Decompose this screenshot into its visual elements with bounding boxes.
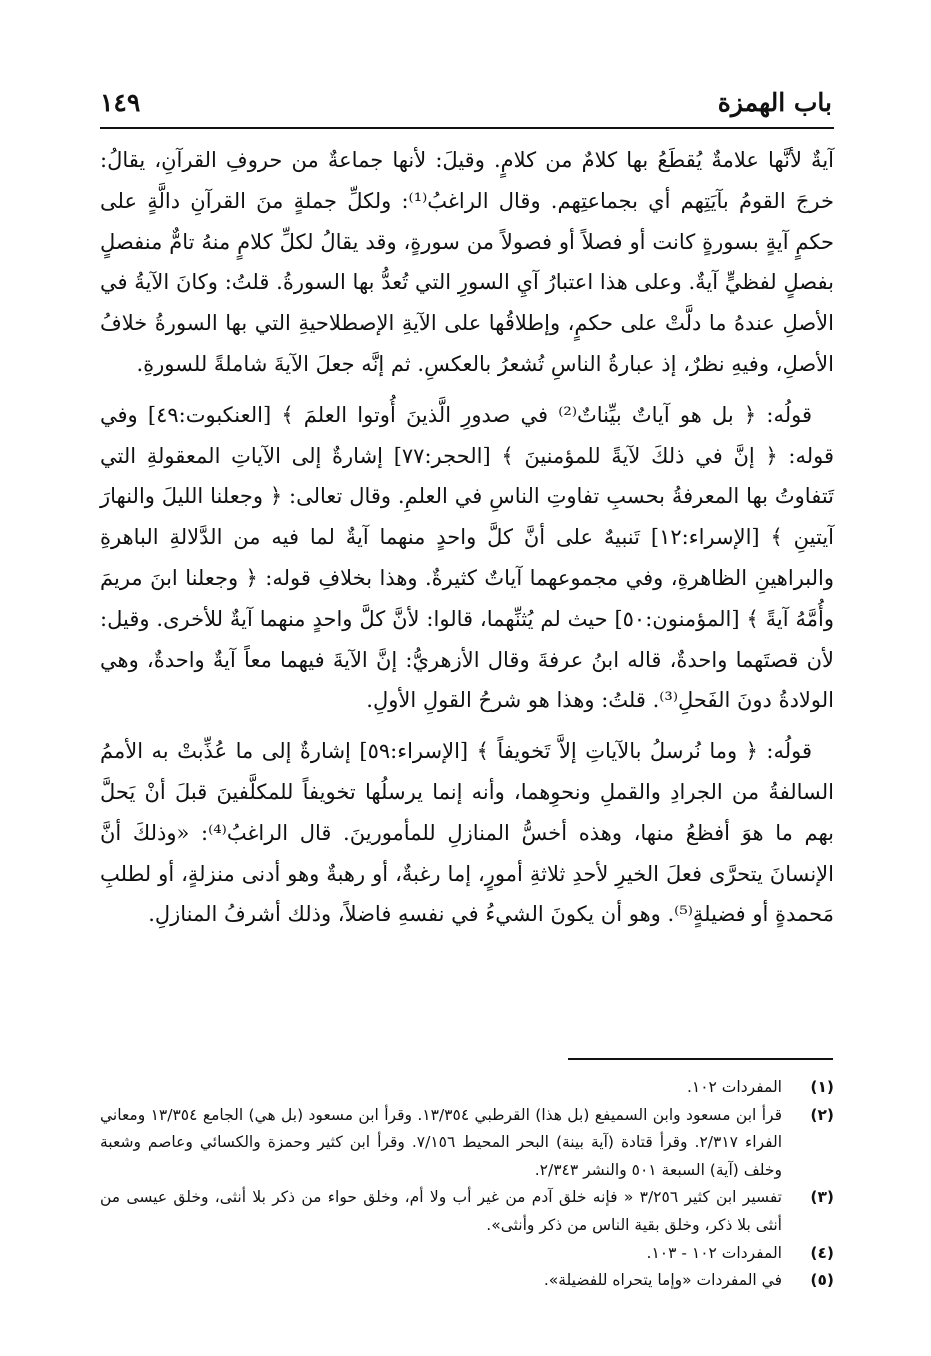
paragraph-3: قولُه: ﴿ وما نُرسلُ بالآياتِ إلاَّ تَخويفاً ﴾ [الإسراء:٥٩] إشارةٌ إلى ما عُذِّبتْ به الأممُ السالفةُ من الجرادِ والقملِ ونحوِهما، وأنه إنما يرسلُها تخويفاً للمكلَّفينَ قبلَ أنْ يَحلَّ بهم ما هوَ أفظعُ منها، وهذه أخسُّ المنازلِ للمأمورينَ. قال الراغبُ⁽⁴⁾: «وذلكَ أنَّ الإنسانَ يتحرَّى فعلَ الخيرِ لأحدِ ثلاثةِ أمورٍ، إما رغبةٌ، أو رهبةٌ وهو أدنى منزلةٍ، أو لطلبِ مَحمدةٍ أو فضيلةٍ⁽⁵⁾. وهو أن يكونَ الشيءُ في نفسهِ فاضلاً، وذلك أشرفُ المنازلِ.	[100, 739, 835, 927]
footnote-rule	[568, 1058, 833, 1060]
footnote-2	[100, 1102, 834, 1185]
footnote-number: (٥)	[810, 1271, 834, 1290]
footnotes	[100, 1074, 834, 1295]
footnote-text: قرأ ابن مسعود وابن السميفع (بل هذا) القرطبي ١٣/٣٥٤. وقرأ ابن مسعود (بل هي) الجامع ١٣/٣٥٤ ومعاني الفراء ٢/٣١٧. وقرأ قتادة (آية بينة) البحر المحيط ٧/١٥٦. وقرأ ابن كثير وحمزة والكسائي وعاصم وشعبة وخلف (آية) السبعة ٥٠١ والنشر ٢/٣٤٣.	[100, 1105, 783, 1179]
footnote-text: المفردات ١٠٢ - ١٠٣.	[646, 1243, 782, 1262]
header-rule	[100, 127, 834, 129]
footnote-number: (٤)	[810, 1243, 834, 1262]
footnote-1	[100, 1074, 834, 1102]
main-text	[100, 140, 834, 935]
paragraph-2: قولُه: ﴿ بل هو آياتٌ بيِّناتٌ⁽²⁾ في صدورِ الَّذينَ أُوتوا العلمَ ﴾ [العنكبوت:٤٩] وفي قوله: ﴿ إنَّ في ذلكَ لآيةً للمؤمنينَ ﴾ [الحجر:٧٧] إشارةٌ إلى الآياتِ المعقولةِ التي تَتفاوتُ بها المعرفةُ بحسبِ تفاوتِ الناسِ في العلمِ. وقال تعالى: ﴿ وجعلنا الليلَ والنهارَ آيتينِ ﴾ [الإسراء:١٢] تَنبيهٌ على أنَّ كلَّ واحدٍ منهما آيةٌ لما فيه من الدَّلالةِ الباهرةِ والبراهينِ الظاهرةِ، وفي مجموعهما آياتٌ كثيرةٌ. وهذا بخلافِ قوله: ﴿ وجعلنا ابنَ مريمَ وأُمَّهُ آيةً ﴾ [المؤمنون:٥٠] حيث لم يُثنِّهما، قالوا: لأنَّ كلَّ واحدٍ منهما آيةٌ للأخرى. وقيل: لأن قصتَهما واحدةٌ، قاله ابنُ عرفةَ وقال الأزهريُّ: إنَّ الآيةَ فيهما معاً آيةٌ واحدةٌ، وهي الولادةُ دونَ الفَحلِ⁽³⁾. قلتُ: وهذا هو شرحُ القولِ الأولِ.	[100, 402, 835, 713]
footnote-text: تفسير ابن كثير ٣/٢٥٦ « فإنه خلق آدم من غير أب ولا أم، وخلق حواء من ذكر بلا أنثى، وخلق عيسى من أنثى بلا ذكر، وخلق بقية الناس من ذكر وأنثى».	[100, 1188, 782, 1234]
paragraph-1: آيةٌ لأنَّها علامةٌ يُقطَعُ بها كلامٌ من كلامٍ. وقيلَ: لأنها جماعةٌ من حروفِ القرآنِ، يقالُ: خرجَ القومُ بآيَتِهم أي بجماعتِهم. وقال الراغبُ⁽¹⁾: ولكلِّ جملةٍ منَ القرآنِ دالَّةٍ على حكمٍ آيةٍ بسورةٍ كانت أو فصلاً أو فصولاً من سورةٍ، وقد يقالُ لكلِّ كلامٍ منهُ تامٌّ منفصلٍ بفصلٍ لفظيٍّ آيةٌ. وعلى هذا اعتبارُ آيِ السورِ التي تُعدُّ بها السورةُ. قلتُ: وكانَ الآيةُ في الأصلِ عندهُ ما دلَّتْ على حكمٍ، وإطلاقُها على الآيةِ الإصطلاحيةِ التي بها السورةُ خلافُ الأصلِ، وفيهِ نظرٌ، إذ عبارةُ الناسِ تُشعرُ بالعكسِ. ثم إنَّه جعلَ الآيةَ شاملةً للسورةِ.	[100, 148, 834, 376]
footnote-number: (٣)	[810, 1188, 834, 1207]
footnote-4	[100, 1240, 834, 1268]
chapter-title: باب الهمزة	[717, 88, 832, 117]
page-number: ١٤٩	[100, 88, 141, 117]
footnote-number: (٢)	[810, 1105, 834, 1124]
footnote-text: في المفردات «وإما يتحراه للفضيلة».	[543, 1271, 782, 1290]
footnote-5	[100, 1267, 834, 1295]
footnote-text: المفردات ١٠٢.	[686, 1078, 782, 1096]
page-header	[100, 86, 832, 126]
footnote-number: (١)	[810, 1078, 834, 1096]
footnote-3	[100, 1184, 834, 1239]
